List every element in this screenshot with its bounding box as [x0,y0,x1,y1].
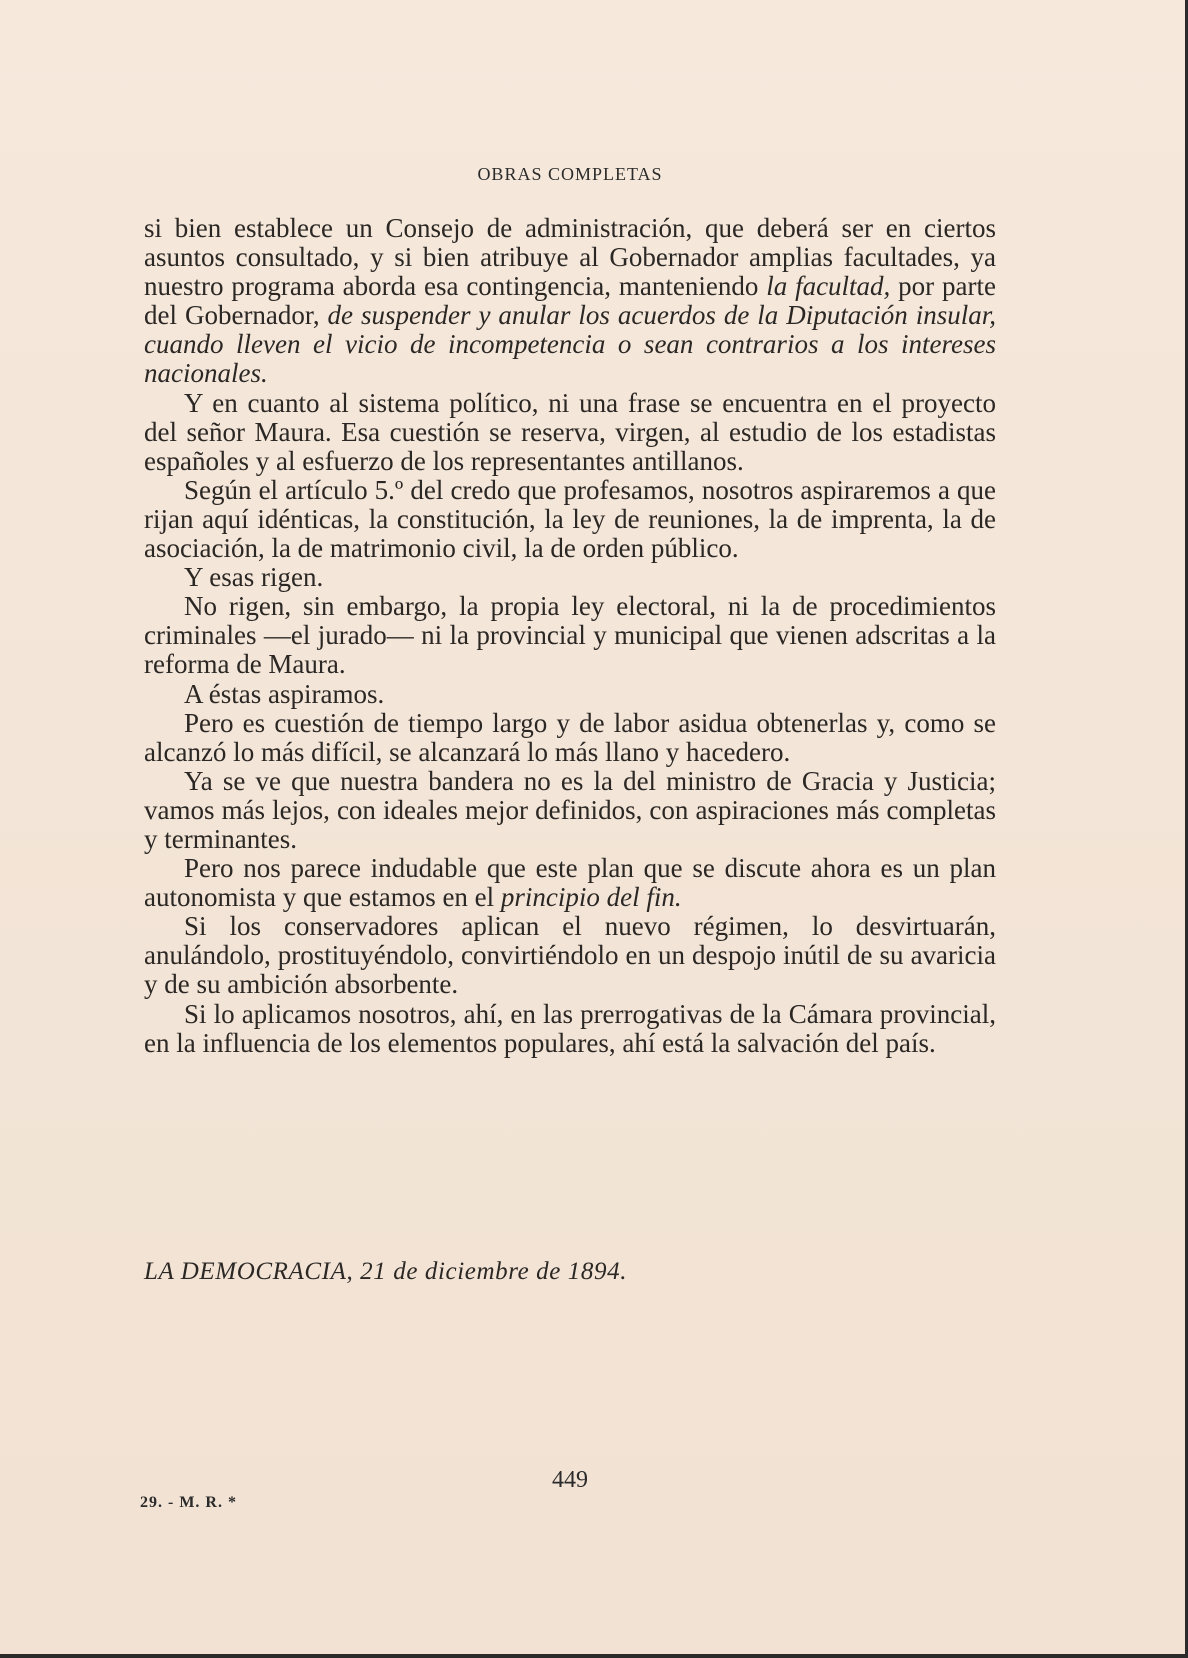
paragraph-text: Pero es cuestión de tiempo largo y de labor asidua obtenerlas y, como se alcanzó lo más difícil, se alcanzará lo más llano y hacedero. [144,707,996,767]
paragraph-text: A éstas aspiramos. [184,678,385,709]
italic-text: principio del fin. [500,882,682,913]
paragraph [144,214,996,389]
page-number: 449 [552,1467,588,1493]
source-citation: LA DEMOCRACIA, 21 de diciembre de 1894. [144,1258,628,1285]
paragraph [144,592,996,679]
paragraph [144,476,996,563]
paragraph [144,912,996,999]
paragraph [144,854,996,912]
running-head: OBRAS COMPLETAS [477,164,663,184]
paragraph-text: No rigen, sin embargo, la propia ley electoral, ni la de procedimientos criminales —el jurado— ni la provincial y municipal que vienen adscritas a la reforma de Maura. [144,591,996,680]
paragraph-text: Y esas rigen. [184,562,324,593]
body-text [144,214,996,1058]
paragraph [144,563,996,592]
paragraph [144,680,996,709]
paragraph-text: Si lo aplicamos nosotros, ahí, en las prerrogativas de la Cámara provincial, en la influencia de los elementos populares, ahí está la salvación del país. [144,998,996,1058]
paragraph-text: Si los conservadores aplican el nuevo régimen, lo desvirtuarán, anulándolo, prostituyéndolo, convirtiéndolo en un despojo inútil de su avaricia y de su ambición absorbente. [144,911,996,1000]
paragraph-text: por parte del Gobernador, [144,271,996,331]
paragraph-text: Según el artículo 5.º del credo que profesamos, nosotros aspiraremos a que rijan aquí idénticas, la constitución, la ley de reuniones, la de imprenta, la de asociación, la de matrimonio civil, la de orden público. [144,474,996,564]
paragraph-text: Ya se ve que nuestra bandera no es la del ministro de Gracia y Justicia; vamos más lejos, con ideales mejor definidos, con aspiraciones más completas y terminantes. [144,765,996,854]
paragraph [144,767,996,854]
italic-text: la facultad, [766,271,891,302]
paragraph-text: si bien establece un Consejo de administración, que deberá ser en ciertos asuntos consultado, y si bien atribuye al Gobernador amplias facultades, ya nuestro programa aborda esa contingencia, manteniendo [144,213,996,302]
paragraph-text: Y en cuanto al sistema político, ni una frase se encuentra en el proyecto del señor Maura. Esa cuestión se reserva, virgen, al estudio de los estadistas españoles y al esfuerzo de los representantes antillanos. [144,387,996,476]
paragraph-text: Pero nos parece indudable que este plan que se discute ahora es un plan autonomista y que estamos en el [144,853,996,913]
paragraph [144,709,996,767]
italic-text: de suspender y anular los acuerdos de la Diputación insular, cuando lleven el vicio de incompetencia o sean contrarios a los intereses nacionales. [144,300,996,389]
printer-signature-mark: 29. - M. R. * [140,1494,237,1511]
paragraph [144,389,996,476]
paragraph [144,1000,996,1058]
